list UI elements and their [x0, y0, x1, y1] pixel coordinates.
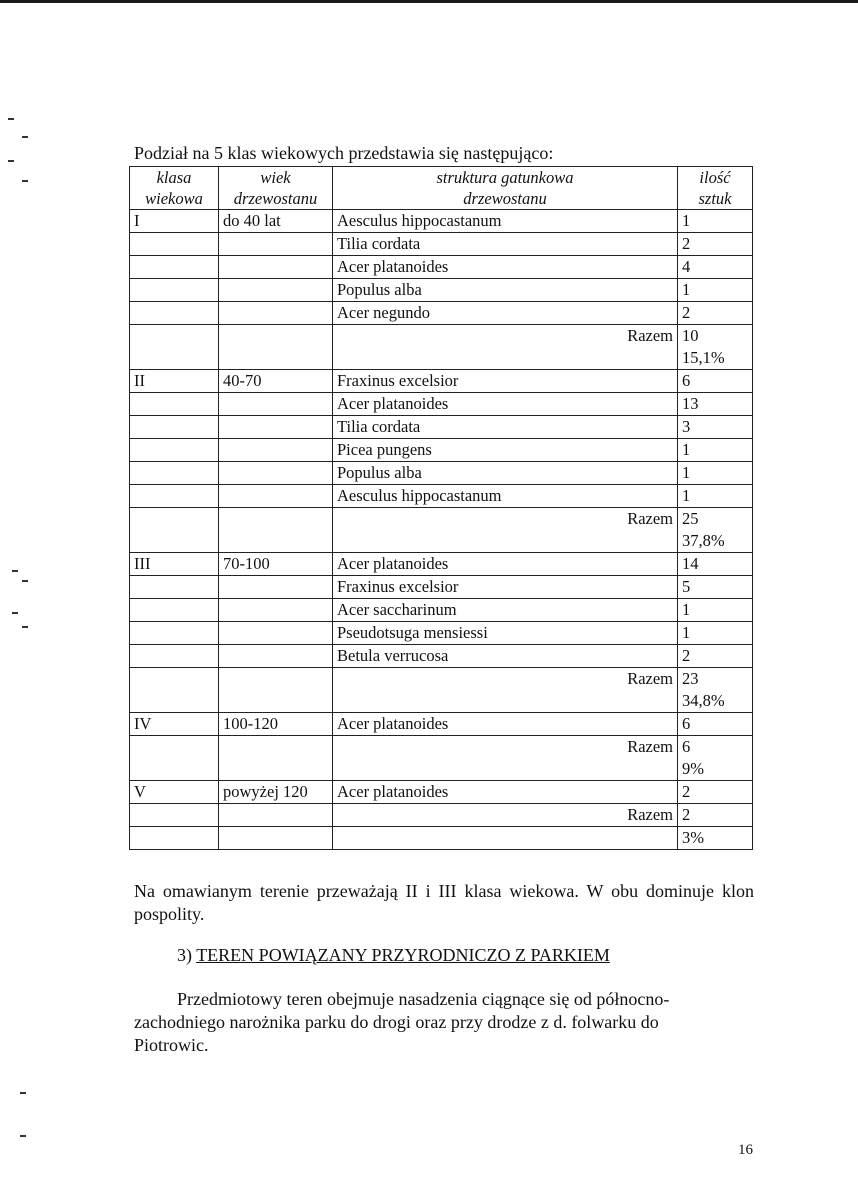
age-class-table [129, 166, 753, 850]
cell-empty [219, 416, 333, 439]
cell-count: 1 [678, 622, 753, 645]
cell-count: 1 [678, 210, 753, 233]
cell-species: Acer platanoides [333, 553, 678, 576]
cell-empty [130, 485, 219, 508]
cell-total [678, 325, 753, 370]
header-ilosc-line1: ilość [699, 168, 731, 187]
cell-empty [219, 645, 333, 668]
cell-wiek: do 40 lat [219, 210, 333, 233]
table-row [130, 462, 753, 485]
header-klasa [130, 167, 219, 210]
table-row [130, 599, 753, 622]
conclusion-paragraph: Na omawianym terenie przeważają II i III klasa wiekowa. W obu dominuje klon pospolity. [134, 881, 754, 924]
scan-mark [12, 570, 18, 572]
header-ilosc [678, 167, 753, 210]
cell-species: Acer platanoides [333, 256, 678, 279]
cell-count: 3 [678, 416, 753, 439]
cell-empty [130, 827, 219, 850]
cell-species: Fraxinus excelsior [333, 576, 678, 599]
cell-wiek: 70-100 [219, 553, 333, 576]
table-body [130, 210, 753, 850]
cell-empty [130, 233, 219, 256]
cell-species: Populus alba [333, 462, 678, 485]
cell-count: 1 [678, 279, 753, 302]
total-percent: 3% [678, 827, 753, 850]
cell-empty [219, 256, 333, 279]
table-row [130, 370, 753, 393]
section-heading [177, 945, 610, 966]
section-title: TEREN POWIĄZANY PRZYRODNICZO Z PARKIEM [196, 945, 610, 965]
cell-empty [219, 279, 333, 302]
cell-count: 1 [678, 462, 753, 485]
total-row [130, 736, 753, 781]
cell-klasa: I [130, 210, 219, 233]
total-row [130, 508, 753, 553]
cell-empty [219, 439, 333, 462]
razem-label: Razem [333, 668, 678, 713]
total-row [130, 325, 753, 370]
table-row [130, 416, 753, 439]
table-intro: Podział na 5 klas wiekowych przedstawia się następująco: [134, 143, 554, 163]
cell-empty [219, 599, 333, 622]
razem-label: Razem [333, 736, 678, 781]
cell-wiek: 40-70 [219, 370, 333, 393]
table-row [130, 485, 753, 508]
cell-count: 13 [678, 393, 753, 416]
scan-mark [22, 180, 28, 182]
cell-empty [130, 439, 219, 462]
cell-species: Acer negundo [333, 302, 678, 325]
total-value: 6 [682, 737, 691, 756]
total-percent: 37,8% [682, 531, 725, 550]
total-value: 23 [682, 669, 699, 688]
table-header [130, 167, 753, 210]
total-value: 10 [682, 326, 699, 345]
total-value: 2 [678, 804, 753, 827]
cell-count: 5 [678, 576, 753, 599]
cell-species: Acer platanoides [333, 781, 678, 804]
cell-klasa: V [130, 781, 219, 804]
cell-klasa: II [130, 370, 219, 393]
cell-empty [219, 233, 333, 256]
razem-label: Razem [333, 508, 678, 553]
cell-empty [219, 508, 333, 553]
header-struktura-line1: struktura gatunkowa [436, 168, 574, 187]
cell-empty [130, 393, 219, 416]
scan-mark [22, 626, 28, 628]
table-row [130, 439, 753, 462]
cell-total [678, 736, 753, 781]
scan-mark [8, 118, 14, 120]
cell-empty [130, 622, 219, 645]
cell-count: 6 [678, 713, 753, 736]
cell-empty [219, 393, 333, 416]
cell-empty [130, 668, 219, 713]
cell-count: 2 [678, 645, 753, 668]
cell-empty [130, 325, 219, 370]
scan-top-edge [0, 0, 858, 3]
percent-row [130, 827, 753, 850]
cell-count: 2 [678, 302, 753, 325]
total-value: 25 [682, 509, 699, 528]
cell-empty [219, 462, 333, 485]
cell-species: Tilia cordata [333, 416, 678, 439]
cell-empty [219, 736, 333, 781]
header-wiek [219, 167, 333, 210]
table-row [130, 279, 753, 302]
table-row [130, 210, 753, 233]
table-row [130, 713, 753, 736]
cell-count: 1 [678, 599, 753, 622]
total-percent: 15,1% [682, 348, 725, 367]
cell-empty [219, 485, 333, 508]
page-number: 16 [738, 1142, 753, 1158]
cell-species: Aesculus hippocastanum [333, 485, 678, 508]
cell-klasa: IV [130, 713, 219, 736]
section-number: 3) [177, 945, 192, 965]
cell-empty [130, 804, 219, 827]
header-struktura-line2: drzewostanu [463, 189, 547, 208]
cell-species: Aesculus hippocastanum [333, 210, 678, 233]
cell-count: 1 [678, 439, 753, 462]
cell-species: Tilia cordata [333, 233, 678, 256]
cell-count: 1 [678, 485, 753, 508]
table-row [130, 622, 753, 645]
cell-species: Acer platanoides [333, 713, 678, 736]
cell-count: 2 [678, 233, 753, 256]
cell-total [678, 508, 753, 553]
cell-count: 2 [678, 781, 753, 804]
cell-klasa: III [130, 553, 219, 576]
cell-empty [130, 576, 219, 599]
table-row [130, 553, 753, 576]
cell-empty [130, 599, 219, 622]
table-row [130, 256, 753, 279]
cell-total [678, 668, 753, 713]
cell-species: Populus alba [333, 279, 678, 302]
cell-species: Acer saccharinum [333, 599, 678, 622]
cell-empty [219, 302, 333, 325]
cell-count: 14 [678, 553, 753, 576]
scan-mark [8, 160, 14, 162]
cell-empty [130, 279, 219, 302]
total-percent: 9% [682, 759, 704, 778]
cell-empty [130, 736, 219, 781]
scan-mark [12, 612, 18, 614]
cell-species: Betula verrucosa [333, 645, 678, 668]
cell-empty [219, 325, 333, 370]
header-klasa-line2: wiekowa [145, 189, 203, 208]
total-row [130, 804, 753, 827]
cell-empty [219, 668, 333, 713]
cell-empty [130, 256, 219, 279]
cell-species: Pseudotsuga mensiessi [333, 622, 678, 645]
cell-species: Picea pungens [333, 439, 678, 462]
header-wiek-line1: wiek [260, 168, 291, 187]
header-klasa-line1: klasa [156, 168, 192, 187]
table-row [130, 781, 753, 804]
scan-mark [20, 1135, 26, 1137]
table-row [130, 302, 753, 325]
table-row [130, 233, 753, 256]
cell-empty [130, 416, 219, 439]
cell-empty [219, 576, 333, 599]
table-row [130, 645, 753, 668]
cell-empty [130, 302, 219, 325]
cell-species: Acer platanoides [333, 393, 678, 416]
header-struktura [333, 167, 678, 210]
body-paragraph: Przedmiotowy teren obejmuje nasadzenia ciągnące się od północno-zachodniego narożnika parku do drogi oraz przy drodze z d. folwarku do Piotrowic. [134, 989, 670, 1055]
cell-empty [130, 508, 219, 553]
cell-count: 4 [678, 256, 753, 279]
table-row [130, 393, 753, 416]
cell-species: Fraxinus excelsior [333, 370, 678, 393]
total-row [130, 668, 753, 713]
header-ilosc-line2: sztuk [698, 189, 732, 208]
cell-empty [130, 645, 219, 668]
scan-mark [20, 1092, 26, 1094]
razem-label: Razem [333, 325, 678, 370]
cell-count: 6 [678, 370, 753, 393]
cell-empty [219, 827, 333, 850]
header-wiek-line2: drzewostanu [233, 189, 318, 208]
table-row [130, 576, 753, 599]
cell-empty [219, 804, 333, 827]
total-percent: 34,8% [682, 691, 725, 710]
cell-empty [333, 827, 678, 850]
cell-empty [130, 462, 219, 485]
cell-wiek: powyżej 120 [219, 781, 333, 804]
cell-empty [219, 622, 333, 645]
scan-mark [22, 136, 28, 138]
razem-label: Razem [333, 804, 678, 827]
cell-wiek: 100-120 [219, 713, 333, 736]
scan-mark [22, 580, 28, 582]
